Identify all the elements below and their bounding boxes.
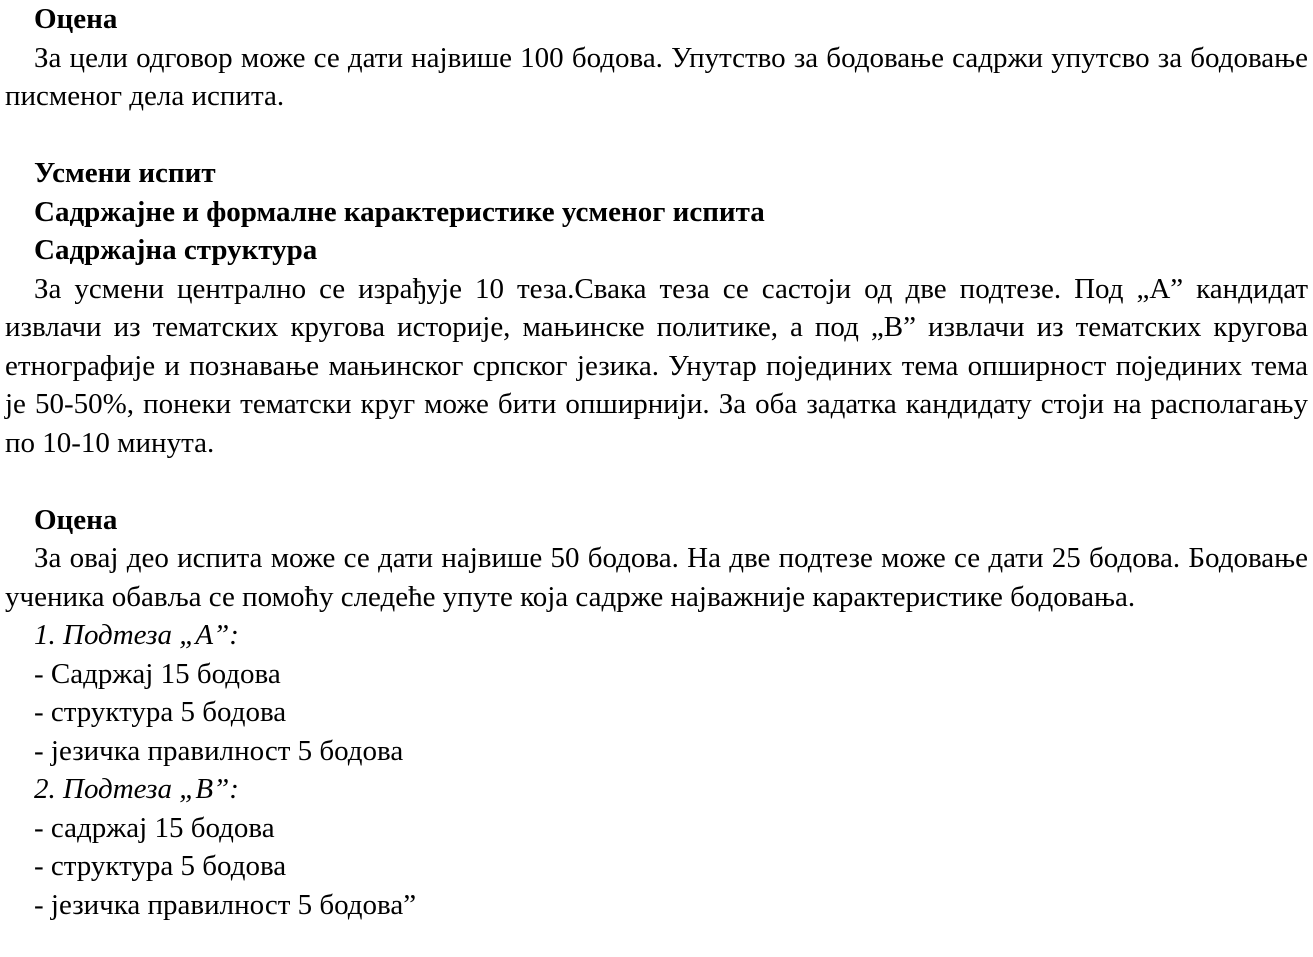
section-heading-structure: Садржајна структура xyxy=(34,234,318,266)
list-item: - структура 5 бодова xyxy=(34,850,287,882)
section-heading-oral-exam: Усмени испит xyxy=(34,157,216,189)
oral-exam-section xyxy=(5,154,1308,462)
list-item: - језичка правилност 5 бодова xyxy=(34,734,404,767)
section-heading-characteristics: Садржајне и формалне карактеристике усменог испита xyxy=(34,195,765,228)
oral-exam-paragraph: За усмени централно се израђује 10 теза.Свака теза се састоји од две подтезе. Под „А” кандидат извлачи из тематских кругова историје, мањинске политике, а под „В” извлачи из тематских кругова етнографије и познавање мањинског српског језика. Унутар појединих тема опширност појединих тема је 50-50%, понеки тематски круг може бити опширнији. За оба задатка кандидату стоји на располагању по 10-10 минута. xyxy=(5,272,1308,459)
grading-section-oral xyxy=(5,501,1308,925)
grading-paragraph: За цели одговор може се дати највише 100 бодова. Упутство за бодовање садржи упутсво за бодовање писменог дела испита. xyxy=(5,41,1308,112)
grading-section-written xyxy=(5,0,1308,116)
list-item: - садржај 15 бодова xyxy=(34,811,275,844)
subthesis-a-title: 1. Подтеза „А”: xyxy=(34,619,239,651)
document-page xyxy=(5,0,1308,924)
section-heading-grading: Оцена xyxy=(34,503,118,536)
list-item: - структура 5 бодова xyxy=(34,696,287,728)
oral-grading-paragraph: За овај део испита може се дати највише 50 бодова. На две подтезе може се дати 25 бодова. Бодовање ученика обавља се помоћу следеће упуте која садрже најважније карактеристике бодовања. xyxy=(5,542,1308,613)
list-item: - Садржај 15 бодова xyxy=(34,657,281,690)
subthesis-b-title: 2. Подтеза „В”: xyxy=(34,773,239,805)
spacer xyxy=(5,462,1308,501)
section-heading-grading: Оцена xyxy=(34,3,118,35)
spacer xyxy=(5,116,1308,155)
list-item: - језичка правилност 5 бодова” xyxy=(34,888,417,921)
